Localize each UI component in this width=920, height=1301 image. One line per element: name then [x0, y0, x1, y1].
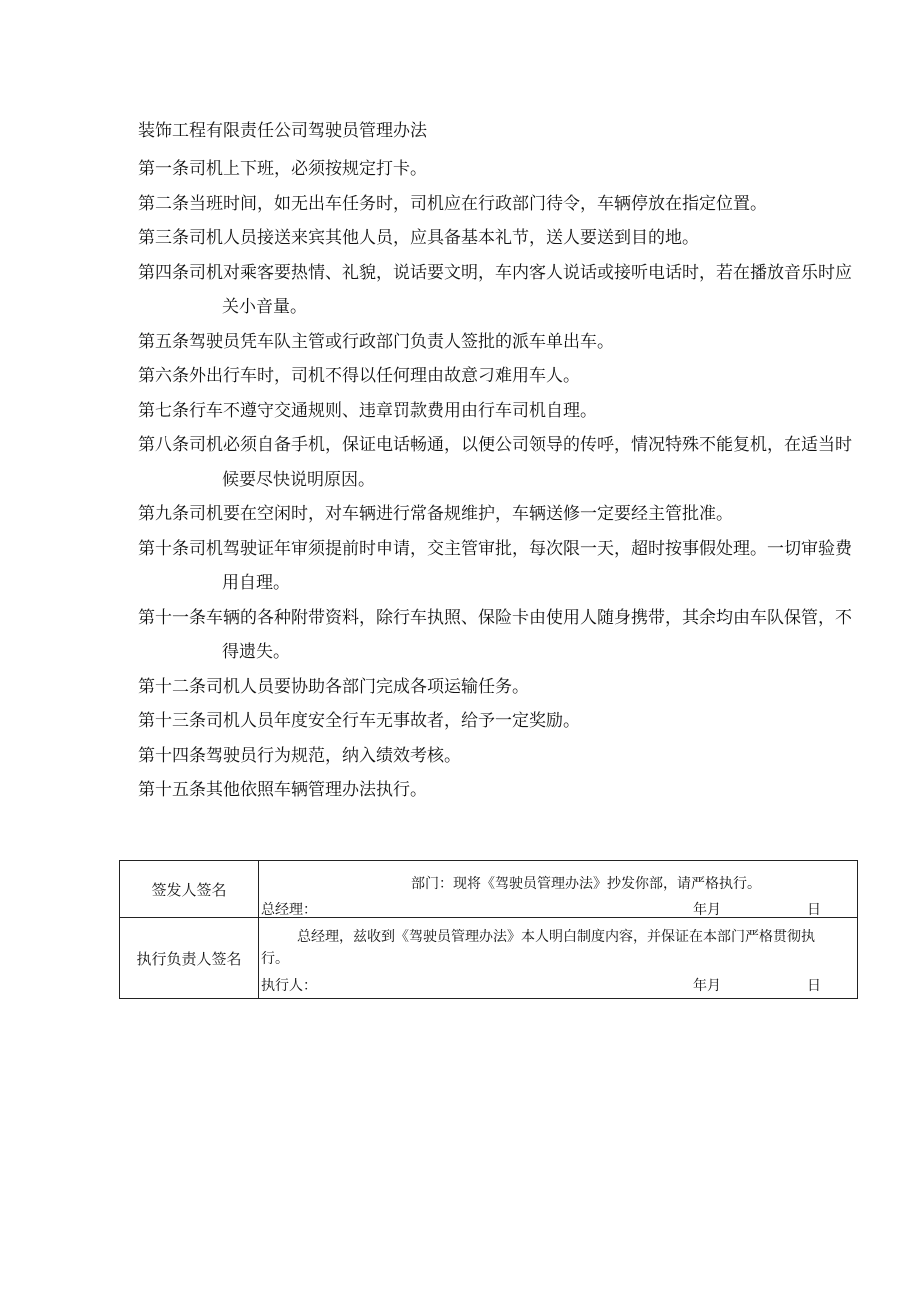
- article-item: 第十四条驾驶员行为规范，纳入绩效考核。: [138, 745, 461, 766]
- executor-day: 日: [807, 978, 821, 994]
- executor-content: [259, 918, 858, 999]
- issuer-row: [120, 861, 858, 918]
- issuer-label: 签发人签名: [120, 861, 259, 918]
- issuer-signer-field: 总经理：: [261, 902, 317, 918]
- article-item: 第四条司机对乘客要热情、礼貌，说话要文明，车内客人说话或接听电话时，若在播放音乐时应关小音量。: [138, 262, 852, 317]
- executor-signer-field: 执行人：: [261, 978, 317, 994]
- article-item: 第八条司机必须自备手机，保证电话畅通，以便公司领导的传呼，情况特殊不能复机，在适当时候要尽快说明原因。: [138, 435, 852, 490]
- article-item: 第五条驾驶员凭车队主管或行政部门负责人签批的派车单出车。: [138, 331, 614, 352]
- issuer-year-month: 年月: [693, 902, 721, 918]
- issuer-notice: 部门：现将《驾驶员管理办法》抄发你部，请严格执行。: [411, 876, 761, 892]
- executor-row: [120, 918, 858, 999]
- article-item: 第二条当班时间，如无出车任务时，司机应在行政部门待令，车辆停放在指定位置。: [138, 193, 767, 214]
- executor-label: 执行负责人签名: [120, 918, 259, 999]
- document-title: 装饰工程有限责任公司驾驶员管理办法: [138, 121, 427, 141]
- article-item: 第三条司机人员接送来宾其他人员，应具备基本礼节，送人要送到目的地。: [138, 228, 699, 248]
- issuer-day: 日: [807, 902, 821, 918]
- article-item: 第十三条司机人员年度安全行车无事故者，给予一定奖励。: [138, 711, 580, 731]
- article-item: 第一条司机上下班，必须按规定打卡。: [138, 159, 427, 179]
- article-item: 第十五条其他依照车辆管理办法执行。: [138, 780, 427, 800]
- executor-acknowledgement: 总经理，兹收到《驾驶员管理办法》本人明白制度内容，并保证在本部门严格贯彻执行。: [261, 929, 815, 967]
- article-item: 第九条司机要在空闲时，对车辆进行常备规维护，车辆送修一定要经主管批准。: [138, 504, 733, 524]
- executor-year-month: 年月: [693, 978, 721, 994]
- article-item: 第十条司机驾驶证年审须提前时申请，交主管审批，每次限一天，超时按事假处理。一切审验费用自理。: [138, 538, 852, 593]
- article-list: [138, 152, 858, 808]
- signature-table: [119, 860, 858, 999]
- article-item: 第十一条车辆的各种附带资料，除行车执照、保险卡由使用人随身携带，其余均由车队保管，不得遗失。: [138, 607, 852, 662]
- article-item: 第十二条司机人员要协助各部门完成各项运输任务。: [138, 676, 529, 697]
- article-item: 第六条外出行车时，司机不得以任何理由故意刁难用车人。: [138, 366, 580, 386]
- issuer-content: [259, 861, 858, 918]
- article-item: 第七条行车不遵守交通规则、违章罚款费用由行车司机自理。: [138, 400, 597, 421]
